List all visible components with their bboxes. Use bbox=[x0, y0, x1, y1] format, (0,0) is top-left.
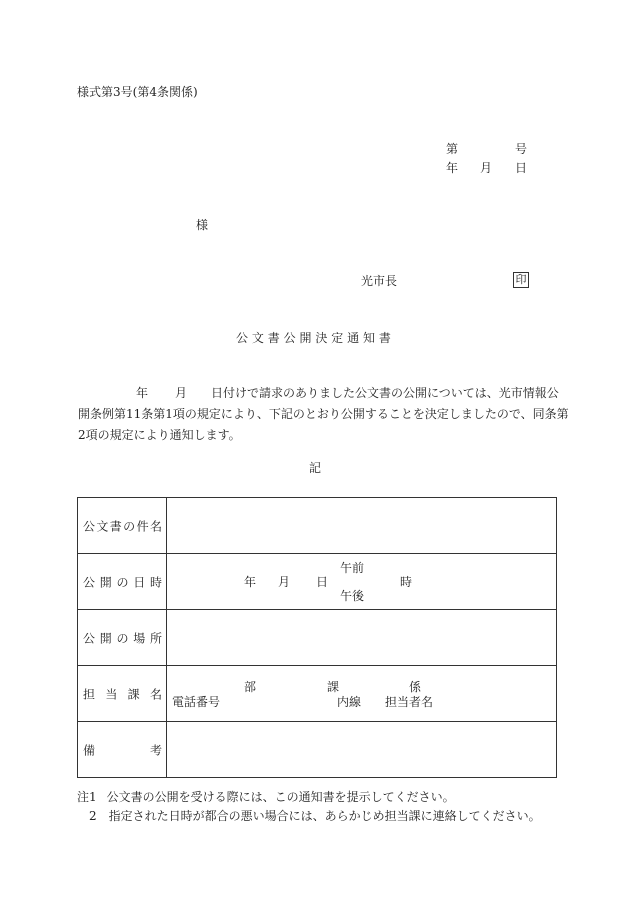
doc-number-go: 号 bbox=[515, 142, 528, 156]
label-remarks: 備 考 bbox=[78, 722, 167, 778]
doc-date-day: 日 bbox=[515, 161, 528, 175]
value-remarks[interactable] bbox=[167, 722, 557, 778]
document-title: 公 文 書 公 開 決 定 通 知 書 bbox=[236, 331, 391, 345]
body-paragraph: 年 月 日付けで請求のありました公文書の公開については、光市情報公 開条例第11条第1項の規定により、下記のとおり公開することを決定しましたので、同条第 2項の規定により通知します。 bbox=[78, 386, 569, 442]
label-document-name: 公 文 書 の 件 名 bbox=[78, 498, 167, 554]
value-document-name[interactable] bbox=[167, 498, 557, 554]
issuer-name: 光市長 bbox=[361, 274, 398, 288]
doc-date-year: 年 bbox=[446, 161, 459, 175]
doc-number-dai: 第 bbox=[446, 142, 459, 156]
table-row bbox=[78, 722, 557, 778]
doc-date-month: 月 bbox=[480, 161, 493, 175]
seal-mark: 印 bbox=[513, 272, 529, 288]
label-responsible-section: 担 当 課 名 bbox=[78, 666, 167, 722]
table-row bbox=[78, 610, 557, 666]
label-disclosure-datetime: 公 開 の 日 時 bbox=[78, 554, 167, 610]
label-disclosure-place: 公 開 の 場 所 bbox=[78, 610, 167, 666]
value-disclosure-datetime[interactable]: 午前 年 月 日 時 午後 bbox=[167, 554, 557, 610]
addressee-suffix: 様 bbox=[196, 218, 209, 232]
table-row bbox=[78, 498, 557, 554]
note-1: 注1 公文書の公開を受ける際には、この通知書を提示してください。 bbox=[77, 790, 455, 804]
notice-table bbox=[77, 497, 557, 778]
form-label: 様式第3号(第4条関係) bbox=[77, 85, 198, 99]
value-disclosure-place[interactable] bbox=[167, 610, 557, 666]
table-row bbox=[78, 666, 557, 722]
note-2: 2 指定された日時が都合の悪い場合には、あらかじめ担当課に連絡してください。 bbox=[89, 809, 541, 823]
ki-heading: 記 bbox=[309, 461, 322, 475]
table-row bbox=[78, 554, 557, 610]
value-responsible-section[interactable]: 部 課 係 電話番号 内線 担当者名 bbox=[167, 666, 557, 722]
